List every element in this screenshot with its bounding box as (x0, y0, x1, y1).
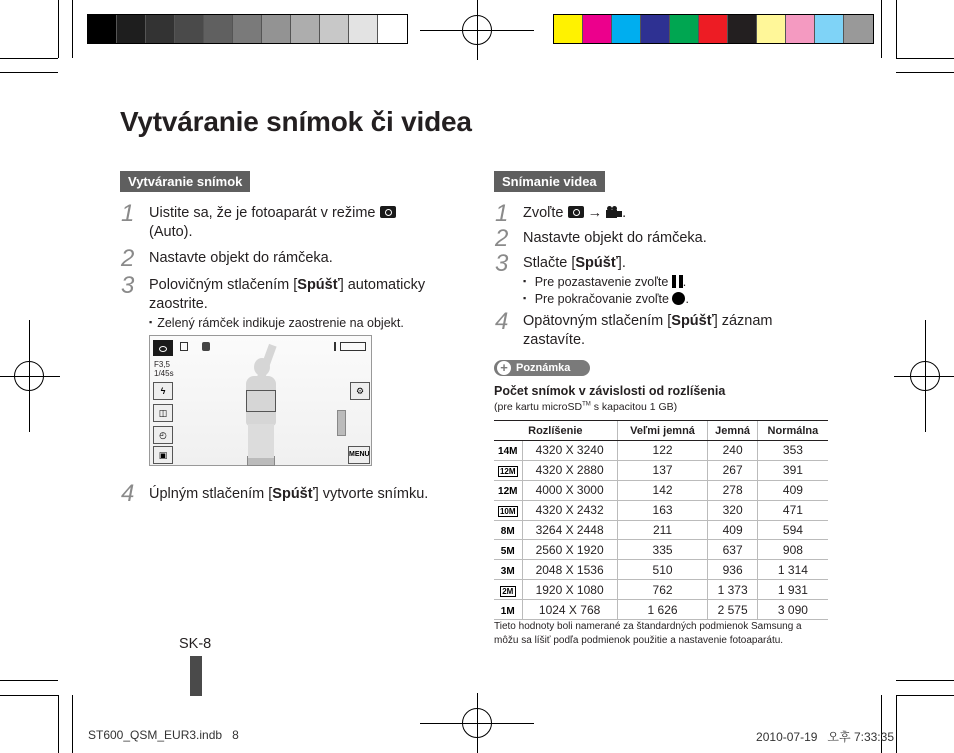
table-row (494, 520, 828, 540)
step-number: 2 (121, 245, 135, 272)
step-number: 2 (495, 225, 509, 252)
record-icon (672, 292, 685, 305)
color-swatch (844, 15, 873, 43)
table-row (494, 560, 828, 580)
normal-count-cell: 391 (757, 460, 828, 480)
step-text: Zvoľte → . (523, 205, 627, 221)
resolution-icon-cell (494, 480, 522, 500)
section-heading-photos: Vytváranie snímok (120, 171, 250, 192)
resolution-cell: 1024 X 768 (522, 600, 617, 620)
table-row (494, 441, 828, 461)
color-swatch (699, 15, 728, 43)
button-name: Spúšť (671, 313, 714, 329)
step-text (149, 204, 449, 242)
crop-mark (881, 0, 882, 58)
fine-count-cell: 637 (708, 540, 757, 560)
color-swatch (612, 15, 641, 43)
resolution-icon: 5M (500, 545, 515, 557)
superfine-count-cell: 1 626 (617, 600, 708, 620)
normal-count-cell: 1 931 (757, 580, 828, 600)
step-text-part: zaostrite. (149, 296, 208, 312)
superfine-count-cell: 142 (617, 480, 708, 500)
resolution-icon: 12M (499, 467, 516, 477)
menu-button[interactable]: MENU (348, 446, 370, 464)
table-row (494, 600, 828, 620)
button-name: Spúšť (575, 255, 618, 271)
normal-count-cell: 594 (757, 520, 828, 540)
crop-mark (0, 695, 58, 696)
resolution-icon-cell (494, 560, 522, 580)
resolution-icon: 8M (500, 526, 515, 537)
side-panel-handle[interactable] (337, 410, 346, 436)
grayscale-color-bar (87, 14, 408, 44)
normal-count-cell: 908 (757, 540, 828, 560)
arrow-glyph: → (587, 205, 603, 221)
step-text-part: ]. (617, 255, 626, 271)
normal-count-cell: 353 (757, 441, 828, 461)
step-text (523, 254, 626, 273)
color-swatch (641, 15, 670, 43)
step-text-part: Úplným stlačením [ (149, 486, 273, 502)
fine-count-cell: 267 (708, 460, 757, 480)
column-header: Normálna (757, 421, 828, 441)
resolution-cell: 4320 X 2432 (522, 500, 617, 520)
step-number: 1 (495, 200, 509, 227)
pause-bullet: ▪ Pre pozastavenie zvoľte . (523, 273, 686, 290)
step-text (149, 485, 428, 504)
color-swatch (728, 15, 757, 43)
grayscale-swatch (146, 15, 175, 43)
crop-mark (58, 0, 59, 58)
table-header-row (494, 421, 828, 441)
step-number: 4 (495, 308, 509, 335)
resolution-icon: 12M (498, 486, 518, 498)
column-header: Veľmi jemná (617, 421, 708, 441)
resolution-icon-cell (494, 460, 522, 480)
step-text: Nastavte objekt do rámčeka. (149, 250, 333, 266)
note-bullet: ▪ Zelený rámček indikuje zaostrenie na objekt. (149, 314, 404, 331)
grayscale-swatch (233, 15, 262, 43)
step-text (149, 276, 459, 314)
step-number: 3 (495, 250, 509, 277)
fine-count-cell: 2 575 (708, 600, 757, 620)
crop-mark (72, 695, 73, 753)
image-size-icon (180, 342, 188, 351)
display-icon[interactable]: ▣ (153, 446, 173, 464)
column-header: Jemná (708, 421, 757, 441)
crop-mark (0, 72, 58, 73)
resolution-cell: 2048 X 1536 (522, 560, 617, 580)
smart-icon[interactable]: ⚙ (350, 382, 370, 400)
fine-count-cell: 1 373 (708, 580, 757, 600)
color-swatch (670, 15, 699, 43)
grayscale-swatch (117, 15, 146, 43)
crop-mark (896, 72, 954, 73)
crop-mark (72, 0, 73, 58)
button-name: Spúšť (272, 486, 315, 502)
normal-count-cell: 409 (757, 480, 828, 500)
page-number: SK-8 (179, 636, 212, 652)
grayscale-swatch (88, 15, 117, 43)
table-row (494, 580, 828, 600)
resolution-icon-cell (494, 441, 522, 461)
subject-silhouette (248, 424, 274, 458)
grayscale-swatch (204, 15, 233, 43)
focus-icon[interactable]: ◫ (153, 404, 173, 422)
superfine-count-cell: 335 (617, 540, 708, 560)
resume-bullet: ▪ Pre pokračovanie zvoľte . (523, 290, 689, 307)
crop-mark (0, 680, 58, 681)
resolution-icon-cell (494, 580, 522, 600)
memory-indicator-icon (334, 342, 336, 351)
section-heading-video: Snímanie videa (494, 171, 605, 192)
step-text-part: ] automaticky (339, 277, 426, 293)
column-header: Rozlíšenie (494, 421, 617, 441)
table-row (494, 540, 828, 560)
resolution-table (494, 420, 828, 620)
resolution-icon: 14M (498, 446, 518, 458)
step-text-part: Stlačte [ (523, 255, 576, 271)
superfine-count-cell: 163 (617, 500, 708, 520)
normal-count-cell: 1 314 (757, 560, 828, 580)
step-text-part: Zvoľte (523, 205, 564, 221)
step-text-part: ] vytvorte snímku. (314, 486, 429, 502)
print-date: 2010-07-19 오후 7:33:35 (756, 730, 894, 744)
grayscale-swatch (291, 15, 320, 43)
resolution-cell: 1920 X 1080 (522, 580, 617, 600)
superfine-count-cell: 510 (617, 560, 708, 580)
table-row (494, 460, 828, 480)
step-text-part: ] záznam (713, 313, 773, 329)
resolution-cell: 3264 X 2448 (522, 520, 617, 540)
aperture-value: F3,5 (154, 360, 171, 369)
print-file-info: ST600_QSM_EUR3.indb 8 (88, 728, 239, 742)
resolution-icon: 1M (500, 605, 515, 617)
superfine-count-cell: 762 (617, 580, 708, 600)
table-row (494, 500, 828, 520)
resolution-cell: 4000 X 3000 (522, 480, 617, 500)
color-swatch (757, 15, 786, 43)
table-title: Počet snímok v závislosti od rozlíšenia (494, 384, 726, 398)
stabilizer-icon (202, 342, 210, 351)
focus-frame (246, 390, 276, 412)
crop-mark (0, 58, 58, 59)
timer-icon[interactable]: ◴ (153, 426, 173, 444)
flash-icon[interactable]: ϟ (153, 382, 173, 400)
step-text-part: zastavíte. (523, 332, 586, 348)
color-swatch (786, 15, 815, 43)
footnote-line: môžu sa líšiť podľa podmienok použitie a nastavenie fotoaparátu. (494, 635, 784, 646)
bullet-text: Pre pokračovanie zvoľte (534, 292, 669, 306)
superfine-count-cell: 122 (617, 441, 708, 461)
color-swatch (554, 15, 583, 43)
footnote-line: Tieto hodnoty boli namerané za štandardných podmienok Samsung a (494, 621, 802, 632)
table-footnote (494, 620, 802, 648)
superfine-count-cell: 211 (617, 520, 708, 540)
bullet-text: Pre pozastavenie zvoľte (534, 275, 669, 289)
step-text-part: Polovičným stlačením [ (149, 277, 298, 293)
color-swatch (583, 15, 612, 43)
table-subtitle-part: (pre kartu microSD (494, 401, 583, 413)
step-text: Nastavte objekt do rámčeka. (523, 230, 707, 246)
resolution-icon: 3M (500, 565, 515, 577)
fine-count-cell: 278 (708, 480, 757, 500)
resolution-icon-cell (494, 600, 522, 620)
page-title: Vytváranie snímok či videa (120, 106, 472, 137)
camera-icon (380, 206, 396, 218)
fine-count-cell: 240 (708, 441, 757, 461)
crop-mark (896, 680, 954, 681)
subject-silhouette (254, 358, 270, 376)
crop-mark (896, 695, 897, 753)
grayscale-swatch (320, 15, 349, 43)
fine-count-cell: 936 (708, 560, 757, 580)
resolution-cell: 4320 X 3240 (522, 441, 617, 461)
resolution-icon-cell (494, 520, 522, 540)
resolution-icon: 2M (500, 586, 516, 597)
normal-count-cell: 471 (757, 500, 828, 520)
fine-count-cell: 409 (708, 520, 757, 540)
button-name: Spúšť (297, 277, 340, 293)
camera-screen-illustration (149, 335, 372, 466)
pause-icon (672, 275, 683, 288)
grayscale-swatch (175, 15, 204, 43)
grayscale-swatch (262, 15, 291, 43)
step-text-part: Uistite sa, že je fotoaparát v režime (149, 205, 376, 221)
resolution-cell: 4320 X 2880 (522, 460, 617, 480)
step-number: 3 (121, 272, 135, 299)
page-tab-bar (190, 656, 202, 696)
battery-icon (340, 342, 366, 351)
resolution-icon-cell (494, 500, 522, 520)
trademark-sup: TM (582, 401, 591, 408)
grayscale-swatch (378, 15, 407, 43)
process-color-bar (553, 14, 874, 44)
step-text (523, 312, 823, 350)
crop-mark (896, 695, 954, 696)
camera-icon (568, 206, 584, 218)
step-number: 4 (121, 480, 135, 507)
step-text-part: (Auto). (149, 224, 193, 240)
fine-count-cell: 320 (708, 500, 757, 520)
superfine-count-cell: 137 (617, 460, 708, 480)
normal-count-cell: 3 090 (757, 600, 828, 620)
resolution-icon: 10M (499, 507, 516, 517)
table-subtitle (494, 401, 677, 413)
note-badge: + Poznámka (494, 360, 590, 376)
video-camera-icon (606, 206, 622, 218)
step-text-part: Opätovným stlačením [ (523, 313, 672, 329)
crop-mark (896, 0, 897, 58)
crop-mark (896, 58, 954, 59)
shutter-value: 1/45s (154, 369, 174, 378)
table-subtitle-part: s kapacitou 1 GB) (590, 401, 678, 413)
table-row (494, 480, 828, 500)
resolution-icon-cell (494, 540, 522, 560)
step-number: 1 (121, 200, 135, 227)
crop-mark (58, 695, 59, 753)
color-swatch (815, 15, 844, 43)
camera-mode-icon (153, 340, 173, 356)
grayscale-swatch (349, 15, 378, 43)
resolution-cell: 2560 X 1920 (522, 540, 617, 560)
